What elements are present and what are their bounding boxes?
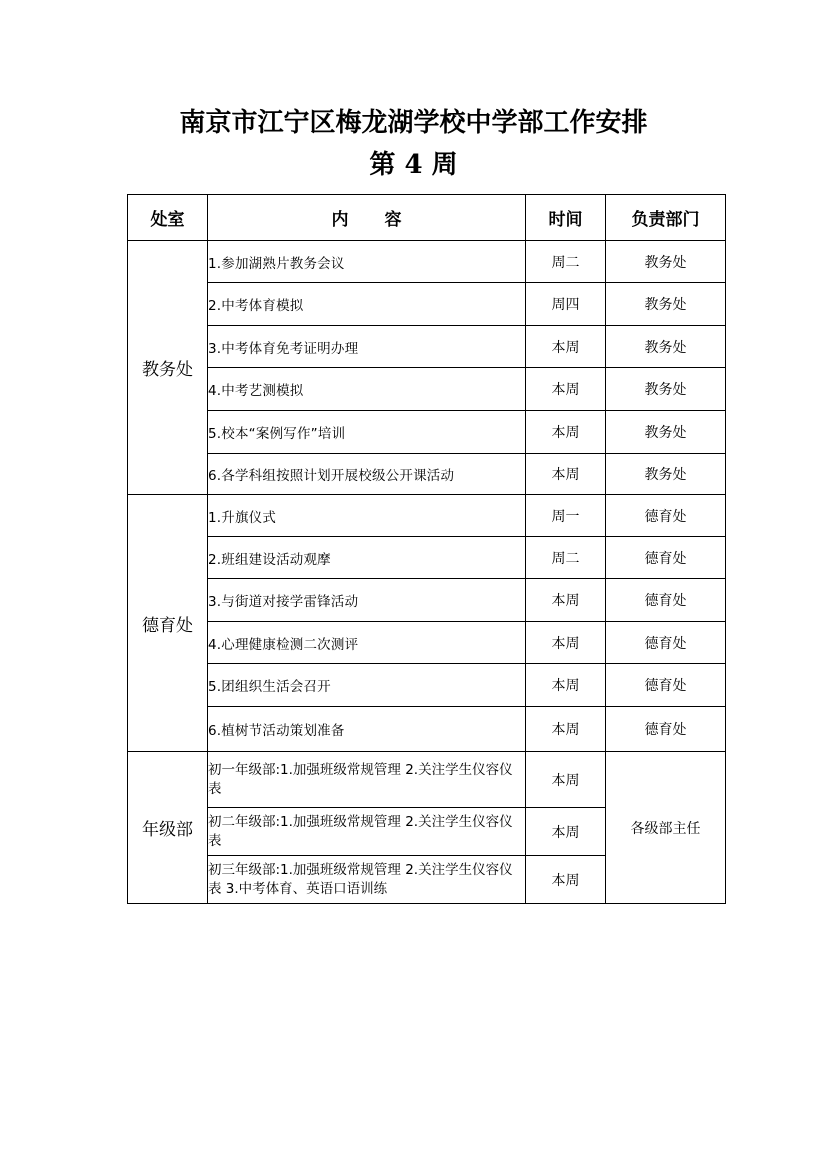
table-row (128, 495, 726, 537)
row-time: 本周 (526, 411, 606, 454)
dept-moral: 德育处 (128, 495, 208, 752)
schedule-table (127, 194, 726, 904)
page-title: 南京市江宁区梅龙湖学校中学部工作安排 (179, 108, 648, 138)
row-owner: 教务处 (606, 326, 726, 368)
table-header-row (128, 195, 726, 241)
table-row (128, 454, 726, 495)
row-owner: 教务处 (606, 368, 726, 411)
table-row (128, 752, 726, 808)
row-owner: 教务处 (606, 411, 726, 454)
row-time: 本周 (526, 856, 606, 904)
row-owner: 德育处 (606, 579, 726, 622)
row-content: 6.植树节活动策划准备 (208, 707, 526, 752)
row-time: 本周 (526, 664, 606, 707)
dept-grades: 年级部 (128, 752, 208, 904)
row-time: 本周 (526, 622, 606, 664)
table-row (128, 411, 726, 454)
row-time: 周四 (526, 283, 606, 326)
header-owner: 负责部门 (606, 195, 726, 241)
row-content: 3.中考体育免考证明办理 (208, 326, 526, 368)
row-owner: 德育处 (606, 495, 726, 537)
header-content (208, 195, 526, 241)
row-time: 周二 (526, 241, 606, 283)
row-content: 5.校本“案例写作”培训 (208, 411, 526, 454)
row-time: 本周 (526, 454, 606, 495)
row-owner: 德育处 (606, 622, 726, 664)
row-time: 本周 (526, 808, 606, 856)
table-row (128, 664, 726, 707)
header-dept: 处室 (128, 195, 208, 241)
row-content: 4.中考艺测模拟 (208, 368, 526, 411)
row-owner: 教务处 (606, 241, 726, 283)
table-row (128, 537, 726, 579)
row-owner: 德育处 (606, 664, 726, 707)
row-time: 本周 (526, 752, 606, 808)
row-owner: 德育处 (606, 707, 726, 752)
row-owner: 德育处 (606, 537, 726, 579)
row-time: 本周 (526, 368, 606, 411)
header-time: 时间 (526, 195, 606, 241)
table-row (128, 283, 726, 326)
row-content: 初二年级部:1.加强班级常规管理 2.关注学生仪容仪表 (208, 808, 526, 856)
row-content: 2.班组建设活动观摩 (208, 537, 526, 579)
row-content: 初一年级部:1.加强班级常规管理 2.关注学生仪容仪表 (208, 752, 526, 808)
header-content-left: 内 (331, 210, 349, 230)
row-content: 4.心理健康检测二次测评 (208, 622, 526, 664)
row-content: 1.参加湖熟片教务会议 (208, 241, 526, 283)
row-time: 本周 (526, 707, 606, 752)
week-label: 第 4 周 (369, 150, 458, 180)
row-content: 3.与街道对接学雷锋活动 (208, 579, 526, 622)
dept-academic: 教务处 (128, 241, 208, 495)
row-content: 初三年级部:1.加强班级常规管理 2.关注学生仪容仪表 3.中考体育、英语口语训练 (208, 856, 526, 904)
row-owner: 教务处 (606, 283, 726, 326)
table-row (128, 241, 726, 283)
grades-owner: 各级部主任 (606, 752, 726, 904)
row-time: 本周 (526, 326, 606, 368)
row-time: 本周 (526, 579, 606, 622)
table-row (128, 368, 726, 411)
table-row (128, 579, 726, 622)
row-time: 周二 (526, 537, 606, 579)
table-row (128, 622, 726, 664)
row-content: 5.团组织生活会召开 (208, 664, 526, 707)
row-content: 1.升旗仪式 (208, 495, 526, 537)
table-row (128, 326, 726, 368)
row-time: 周一 (526, 495, 606, 537)
row-owner: 教务处 (606, 454, 726, 495)
row-content: 2.中考体育模拟 (208, 283, 526, 326)
table-row (128, 707, 726, 752)
header-content-right: 容 (384, 210, 402, 230)
row-content: 6.各学科组按照计划开展校级公开课活动 (208, 454, 526, 495)
